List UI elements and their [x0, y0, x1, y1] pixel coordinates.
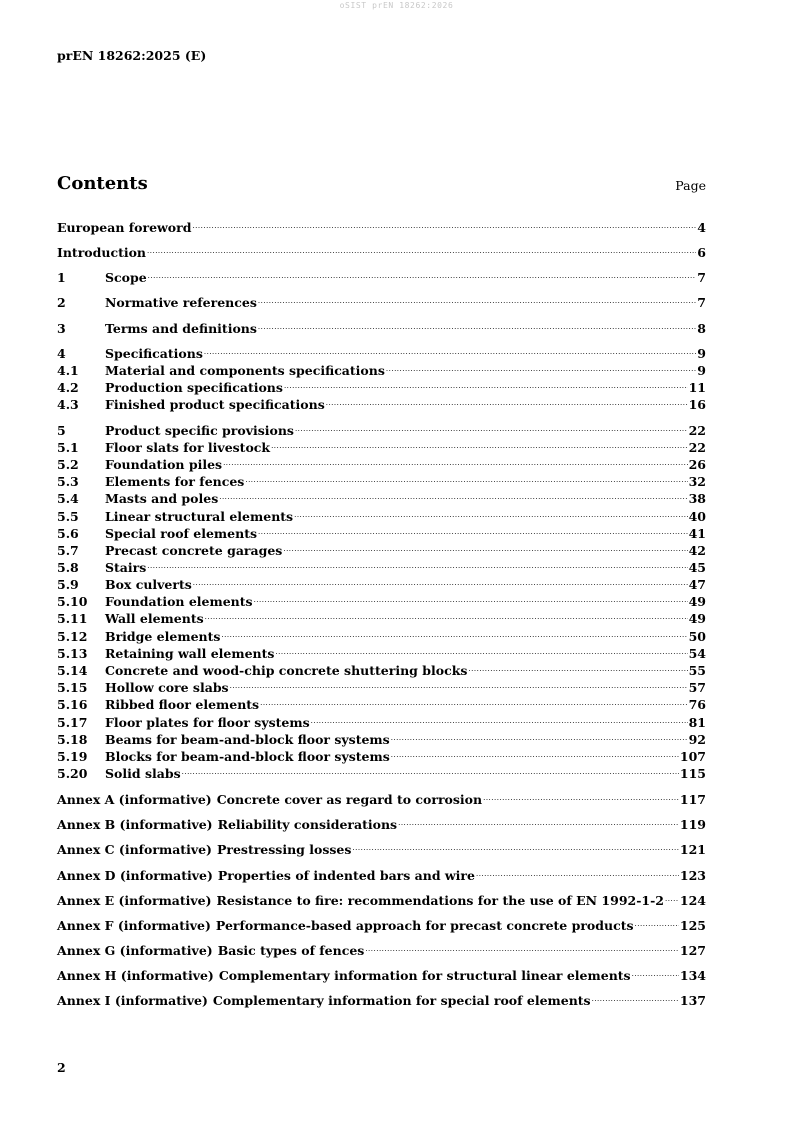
toc-section-number: 5.9: [57, 577, 79, 592]
toc-page-number: 137: [679, 993, 706, 1008]
toc-annex-label: Annex F (informative): [57, 918, 211, 933]
toc-page-number: 54: [688, 646, 706, 661]
toc-leader-dots: [204, 342, 696, 358]
toc-page-number: 7: [697, 295, 706, 310]
toc-section-number: 5.18: [57, 732, 88, 747]
toc-page-number: 92: [688, 732, 706, 747]
toc-entry[interactable]: [57, 436, 706, 455]
toc-section-number: 5.13: [57, 646, 88, 661]
toc-section-number: 5.6: [57, 526, 79, 541]
toc-section-number: 2: [57, 295, 66, 310]
toc-title: Blocks for beam-and-block floor systems: [105, 749, 390, 764]
toc-annex-entry[interactable]: [57, 813, 706, 832]
toc-annex-label: Annex C (informative): [57, 842, 212, 857]
toc-title: Hollow core slabs: [105, 680, 229, 695]
toc-page-number: 11: [688, 380, 706, 395]
toc-entry[interactable]: [57, 342, 706, 361]
toc-section-number: 5.8: [57, 560, 79, 575]
toc-page-number: 9: [697, 363, 706, 378]
toc-leader-dots: [192, 216, 696, 232]
toc-entry[interactable]: [57, 470, 706, 489]
toc-entry[interactable]: [57, 556, 706, 575]
toc-annex-entry[interactable]: [57, 838, 706, 857]
toc-annex-label: Annex H (informative): [57, 968, 214, 983]
toc-annex-entry[interactable]: [57, 864, 706, 883]
toc-page-number: 121: [679, 842, 706, 857]
toc-leader-dots: [223, 453, 688, 469]
toc-leader-dots: [635, 914, 679, 930]
toc-leader-dots: [284, 376, 688, 392]
toc-page-number: 32: [688, 474, 706, 489]
toc-leader-dots: [311, 711, 688, 727]
toc-leader-dots: [182, 762, 679, 778]
toc-title: Beams for beam-and-block floor systems: [105, 732, 390, 747]
toc-leader-dots: [468, 659, 687, 675]
toc-leader-dots: [254, 590, 688, 606]
toc-title: European foreword: [57, 220, 192, 235]
toc-annex-label: Annex E (informative): [57, 893, 212, 908]
toc-entry[interactable]: [57, 573, 706, 592]
toc-entry[interactable]: [57, 642, 706, 661]
toc-page-number: 41: [688, 526, 706, 541]
toc-leader-dots: [258, 291, 696, 307]
toc-entry[interactable]: [57, 393, 706, 412]
toc-leader-dots: [365, 939, 679, 955]
toc-annex-entry[interactable]: [57, 939, 706, 958]
toc-entry[interactable]: [57, 266, 706, 285]
toc-entry[interactable]: [57, 419, 706, 438]
toc-leader-dots: [632, 964, 679, 980]
toc-section-number: 4.3: [57, 397, 79, 412]
toc-entry[interactable]: [57, 625, 706, 644]
toc-page-number: 16: [688, 397, 706, 412]
toc-section-number: 5.14: [57, 663, 88, 678]
toc-entry[interactable]: [57, 745, 706, 764]
toc-title: Product specific provisions: [105, 423, 294, 438]
toc-leader-dots: [483, 788, 679, 804]
toc-title: Floor plates for floor systems: [105, 715, 310, 730]
toc-annex-entry[interactable]: [57, 914, 706, 933]
toc-leader-dots: [295, 419, 688, 435]
toc-leader-dots: [283, 539, 687, 555]
toc-entry[interactable]: [57, 711, 706, 730]
toc-title: Stairs: [105, 560, 147, 575]
toc-entry[interactable]: [57, 291, 706, 310]
toc-leader-dots: [219, 487, 687, 503]
toc-leader-dots: [386, 359, 696, 375]
watermark: oSIST prEN 18262:2026: [339, 1, 454, 10]
toc-section-number: 5.2: [57, 457, 79, 472]
toc-section-number: 5.4: [57, 491, 79, 506]
toc-leader-dots: [275, 642, 687, 658]
toc-title: Performance-based approach for precast concrete products: [215, 918, 634, 933]
toc-page-number: 107: [679, 749, 706, 764]
toc-page-number: 4: [697, 220, 706, 235]
toc-leader-dots: [271, 436, 688, 452]
toc-section-number: 4: [57, 346, 66, 361]
toc-annex-label: Annex D (informative): [57, 868, 213, 883]
toc-annex-entry[interactable]: [57, 889, 706, 908]
toc-title: Floor slats for livestock: [105, 440, 271, 455]
toc-title: Resistance to fire: recommendations for the use of EN 1992-1-2: [216, 893, 664, 908]
toc-title: Specifications: [105, 346, 203, 361]
toc-section-number: 4.1: [57, 363, 79, 378]
toc-section-number: 5.11: [57, 611, 88, 626]
toc-section-number: 5.15: [57, 680, 88, 695]
toc-leader-dots: [147, 241, 696, 257]
toc-leader-dots: [391, 728, 688, 744]
toc-annex-entry[interactable]: [57, 788, 706, 807]
toc-leader-dots: [260, 693, 687, 709]
toc-page-number: 47: [688, 577, 706, 592]
toc-title: Complementary information for structural linear elements: [218, 968, 631, 983]
toc-title: Finished product specifications: [105, 397, 325, 412]
toc-title: Concrete and wood-chip concrete shuttering blocks: [105, 663, 468, 678]
toc-title: Concrete cover as regard to corrosion: [216, 792, 483, 807]
toc-section-number: 5.20: [57, 766, 88, 781]
toc-entry[interactable]: [57, 453, 706, 472]
page-number: 2: [57, 1060, 66, 1075]
toc-leader-dots: [221, 625, 687, 641]
toc-title: Material and components specifications: [105, 363, 385, 378]
toc-entry[interactable]: [57, 505, 706, 524]
toc-annex-label: Annex I (informative): [57, 993, 208, 1008]
toc-title: Basic types of fences: [217, 943, 365, 958]
toc-section-number: 5.10: [57, 594, 88, 609]
toc-leader-dots: [230, 676, 688, 692]
toc-leader-dots: [193, 573, 688, 589]
toc-title: Production specifications: [105, 380, 283, 395]
toc-section-number: 4.2: [57, 380, 79, 395]
toc-leader-dots: [398, 813, 679, 829]
toc-leader-dots: [476, 864, 679, 880]
toc-leader-dots: [258, 522, 688, 538]
toc-entry[interactable]: [57, 676, 706, 695]
toc-section-number: 5.5: [57, 509, 79, 524]
toc-title: Precast concrete garages: [105, 543, 283, 558]
toc-page-number: 6: [697, 245, 706, 260]
toc-page-number: 22: [688, 440, 706, 455]
toc-page-number: 119: [679, 817, 706, 832]
toc-entry[interactable]: [57, 216, 706, 235]
toc-title: Ribbed floor elements: [105, 697, 260, 712]
toc-page-number: 22: [688, 423, 706, 438]
toc-entry[interactable]: [57, 659, 706, 678]
toc-entry[interactable]: [57, 693, 706, 712]
toc-page-number: 81: [688, 715, 706, 730]
toc-leader-dots: [294, 505, 688, 521]
toc-title: Reliability considerations: [217, 817, 398, 832]
toc-entry[interactable]: [57, 317, 706, 336]
toc-leader-dots: [148, 266, 697, 282]
toc-entry[interactable]: [57, 590, 706, 609]
toc-section-number: 5.3: [57, 474, 79, 489]
toc-annex-entry[interactable]: [57, 989, 706, 1008]
toc-page-number: 124: [679, 893, 706, 908]
toc-title: Special roof elements: [105, 526, 258, 541]
toc-leader-dots: [205, 607, 688, 623]
toc-title: Solid slabs: [105, 766, 181, 781]
toc-leader-dots: [245, 470, 687, 486]
toc-section-number: 5: [57, 423, 66, 438]
toc-page-number: 38: [688, 491, 706, 506]
toc-title: Box culverts: [105, 577, 192, 592]
contents-heading: Contents: [57, 173, 148, 194]
toc-section-number: 5.16: [57, 697, 88, 712]
toc-page-number: 134: [679, 968, 706, 983]
toc-title: Properties of indented bars and wire: [217, 868, 475, 883]
toc-page-number: 26: [688, 457, 706, 472]
toc-page-number: 7: [697, 270, 706, 285]
toc-section-number: 5.7: [57, 543, 79, 558]
toc-page-number: 42: [688, 543, 706, 558]
toc-section-number: 5.1: [57, 440, 79, 455]
toc-title: Foundation elements: [105, 594, 253, 609]
toc-title: Elements for fences: [105, 474, 245, 489]
toc-page-number: 55: [688, 663, 706, 678]
toc-title: Introduction: [57, 245, 147, 260]
toc-entry[interactable]: [57, 522, 706, 541]
toc-page-number: 49: [688, 594, 706, 609]
toc-title: Terms and definitions: [105, 321, 257, 336]
toc-page-number: 8: [697, 321, 706, 336]
toc-page-number: 57: [688, 680, 706, 695]
toc-page-number: 40: [688, 509, 706, 524]
toc-leader-dots: [258, 317, 696, 333]
toc-page-number: 117: [679, 792, 706, 807]
toc-section-number: 5.12: [57, 629, 88, 644]
toc-title: Complementary information for special roof elements: [212, 993, 591, 1008]
toc-leader-dots: [352, 838, 678, 854]
toc-page-number: 125: [679, 918, 706, 933]
toc-entry[interactable]: [57, 607, 706, 626]
toc-title: Wall elements: [105, 611, 204, 626]
toc-entry[interactable]: [57, 728, 706, 747]
toc-section-number: 3: [57, 321, 66, 336]
toc-page-number: 115: [679, 766, 706, 781]
toc-entry[interactable]: [57, 359, 706, 378]
toc-leader-dots: [147, 556, 687, 572]
toc-entry[interactable]: [57, 241, 706, 260]
toc-page-number: 123: [679, 868, 706, 883]
toc-annex-label: Annex B (informative): [57, 817, 213, 832]
toc-leader-dots: [592, 989, 679, 1005]
toc-section-number: 1: [57, 270, 66, 285]
toc-page-number: 45: [688, 560, 706, 575]
toc-section-number: 5.19: [57, 749, 88, 764]
toc-title: Masts and poles: [105, 491, 219, 506]
toc-title: Normative references: [105, 295, 257, 310]
toc-title: Scope: [105, 270, 147, 285]
toc-entry[interactable]: [57, 762, 706, 781]
toc-section-number: 5.17: [57, 715, 88, 730]
toc-title: Retaining wall elements: [105, 646, 275, 661]
toc-title: Bridge elements: [105, 629, 221, 644]
toc-page-number: 127: [679, 943, 706, 958]
toc-entry[interactable]: [57, 539, 706, 558]
toc-annex-label: Annex G (informative): [57, 943, 213, 958]
page-column-label: Page: [675, 178, 706, 193]
toc-page-number: 49: [688, 611, 706, 626]
toc-leader-dots: [665, 889, 679, 905]
toc-title: Prestressing losses: [216, 842, 352, 857]
toc-leader-dots: [391, 745, 679, 761]
toc-page-number: 50: [688, 629, 706, 644]
toc-title: Linear structural elements: [105, 509, 294, 524]
toc-annex-entry[interactable]: [57, 964, 706, 983]
toc-page-number: 9: [697, 346, 706, 361]
toc-title: Foundation piles: [105, 457, 223, 472]
toc-entry[interactable]: [57, 376, 706, 395]
toc-page-number: 76: [688, 697, 706, 712]
toc-leader-dots: [326, 393, 688, 409]
toc-entry[interactable]: [57, 487, 706, 506]
toc-annex-label: Annex A (informative): [57, 792, 212, 807]
document-identifier: prEN 18262:2025 (E): [57, 48, 207, 63]
